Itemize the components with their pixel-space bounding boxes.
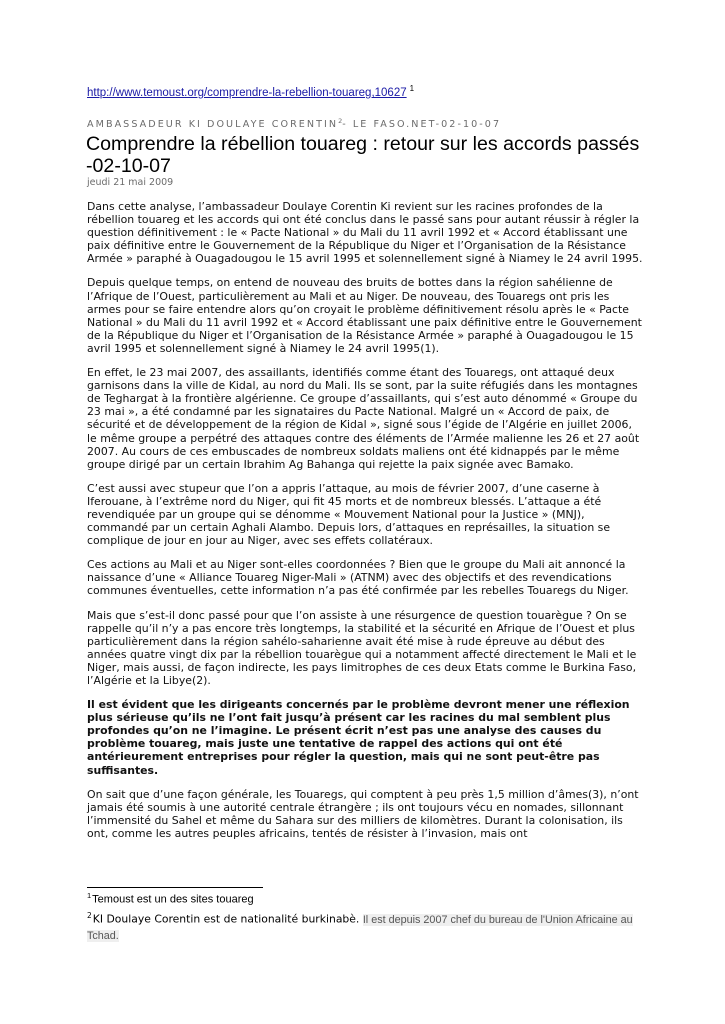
footnote-marker-2: 2: [87, 911, 92, 920]
paragraph: En effet, le 23 mai 2007, des assaillants, identifiés comme étant des Touaregs, ont attaqué deux garnisons dans la ville de Kidal, au nord du Mali. Ils se sont, par la suite réfugiés dans les montagnes de Teghargat à la frontière algérienne. Ce groupe d’assaillants, qui s’est auto dénommé « Groupe du 23 mai », a été condamné par les signataires du Pacte National. Malgré un « Accord de paix, de sécurité et de développement de la région de Kidal », signé sous l’égide de l’Algérie en juillet 2006, le même groupe a perpétré des attaques contre des éléments de l’Armée malienne les 26 et 27 août 2007. Au cours de ces embuscades de nombreux soldats maliens ont été kidnappés par le même groupe dirigé par un certain Ibrahim Ag Bahanga qui rejette la paix signée avec Bamako.: [87, 366, 640, 471]
article-date: jeudi 21 mai 2009: [87, 177, 174, 188]
footnote-1: [87, 891, 647, 906]
article-body: [87, 200, 643, 851]
paragraph: Dans cette analyse, l’ambassadeur Doulaye Corentin Ki revient sur les racines profondes de la rébellion touareg et les accords qui ont été conclus dans le passé sans pour autant réussir à régler la question définitivement : le « Pacte National » du Mali du 11 avril 1992 et « Accord établissant une paix définitive entre le Gouvernement de la République du Niger et l’Organisation de la Résistance Armée » paraphé à Ouagadougou le 15 avril 1995 et solennellement signé à Niamey le 24 avril 1995.: [87, 200, 643, 266]
footnote-ref-1: 1: [409, 84, 415, 93]
footnote-2-highlight: Il est depuis 2007 chef du bureau de l'Union Africaine au Tchad.: [87, 913, 633, 942]
paragraph: Ces actions au Mali et au Niger sont-elles coordonnées ? Bien que le groupe du Mali ait annoncé la naissance d’une « Alliance Touareg Niger-Mali » (ATNM) avec des objectifs et des revendications communes éventuelles, cette information n’a pas été confirmée par les rebelles Touaregs du Niger.: [87, 558, 629, 598]
footnote-2-text: KI Doulaye Corentin est de nationalité burkinabè.: [92, 912, 360, 926]
footnote-marker-1: 1: [87, 891, 92, 900]
article-title: Comprendre la rébellion touareg : retour sur les accords passés -02-10-07: [86, 133, 640, 177]
footnote-ref-2: 2: [338, 117, 343, 125]
author-source-line: [87, 117, 501, 130]
bold-paragraph: Il est évident que les dirigeants concernés par le problème devront mener une réflexion plus sérieuse qu’ils ne l’ont fait jusqu’à présent car les racines du mal semblent plus profondes qu’on ne l’imagine. Le présent écrit n’est pas une analyse des causes du problème touareg, mais juste une tentative de rappel des actions qui ont été antérieurement entreprises pour régler la question, mais qui ne sont peut-être pas suffisantes.: [87, 698, 630, 777]
paragraph: Depuis quelque temps, on entend de nouveau des bruits de bottes dans la région sahélienne de l’Afrique de l’Ouest, particulièrement au Mali et au Niger. De nouveau, des Touaregs ont pris les armes pour se faire entendre alors qu’on croyait le problème définitivement résolu après le « Pacte National » du Mali du 11 avril 1992 et « Accord établissant une paix définitive entre le Gouvernement de la République du Niger et l’Organisation de la Résistance Armée » paraphé à Ouagadougou le 15 avril 1995 et solennellement signé à Niamey le 24 avril 1995(1).: [87, 276, 642, 355]
author-name: AMBASSADEUR KI DOULAYE CORENTIN: [87, 119, 339, 131]
paragraph: On sait que d’une façon générale, les Touaregs, qui comptent à peu près 1,5 million d’âmes(3), n’ont jamais été soumis à une autorité centrale étrangère ; ils ont toujours vécu en nomades, sillonnant l’immensité du Sahel et même du Sahara sur des milliers de kilomètres. Durant la colonisation, ils ont, comme les autres peuples africains, tentés de résister à l’invasion, mais ont: [87, 787, 639, 840]
source-url-link[interactable]: http://www.temoust.org/comprendre-la-rebellion-touareg,10627: [87, 86, 407, 99]
paragraph: Mais que s’est-il donc passé pour que l’on assiste à une résurgence de question touarègue ? On se rappelle qu’il n’y a pas encore très longtemps, la stabilité et la sécurité en Afrique de l’Ouest et plus particulièrement dans la région sahélo-saharienne avait été mise à rude épreuve au début des années quatre vingt dix par la rébellion touarègue qui a notamment affecté directement le Mali et le Niger, mais aussi, de façon indirecte, les pays limitrophes de ces deux Etats comme le Burkina Faso, l’Algérie et la Libye(2).: [87, 608, 637, 687]
paragraph: C’est aussi avec stupeur que l’on a appris l’attaque, au mois de février 2007, d’une caserne à Iferouane, à l’extrême nord du Niger, qui fit 45 morts et de nombreux blessés. L’attaque a été revendiquée par un groupe qui se dénomme « Mouvement National pour la Justice » (MNJ), commandé par un certain Aghali Alambo. Depuis lors, d’attaques en représailles, la situation se complique de jour en jour au Niger, avec ses effets collatéraux.: [87, 481, 611, 548]
source-publication: - LE FASO.NET-02-10-07: [342, 119, 502, 131]
footnote-2: [87, 908, 647, 944]
footnote-1-text: Temoust est un des sites touareg: [92, 893, 254, 906]
source-url-line: [87, 84, 414, 99]
footnote-separator: [87, 887, 263, 888]
